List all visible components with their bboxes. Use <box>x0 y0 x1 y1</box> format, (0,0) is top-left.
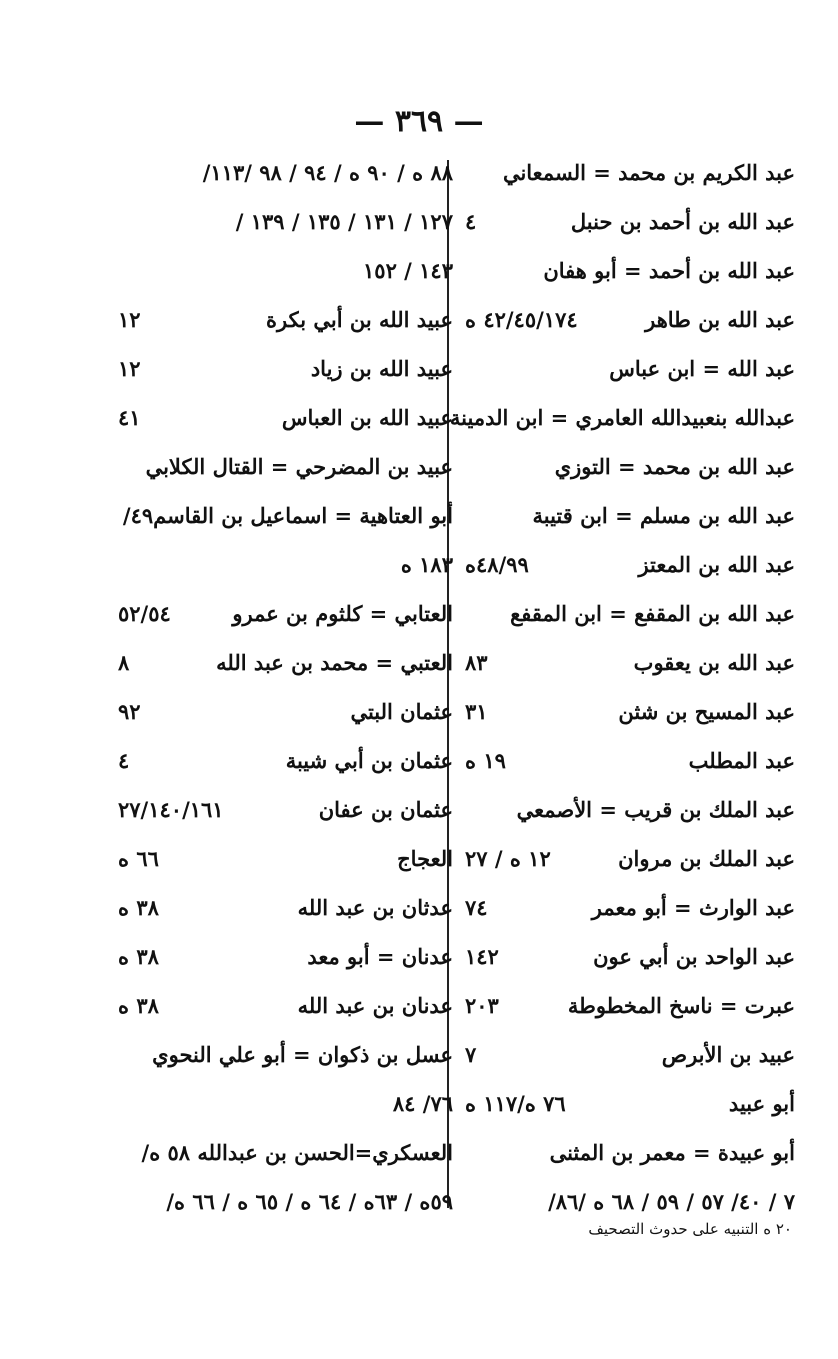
index-entry <box>118 197 453 246</box>
entry-name: عبد المسيح بن شثن <box>618 699 795 724</box>
index-entry <box>465 1128 795 1177</box>
entry-name: ٧ / ٤٠/ ٥٧ / ٥٩ / ٦٨ ه /٨٦/ <box>548 1189 795 1214</box>
entry-name: عبيد الله بن أبي بكرة <box>266 307 453 332</box>
entry-name: ١٨٣ ه <box>400 552 453 577</box>
entry-name: أبو عبيدة = معمر بن المثنى <box>549 1140 795 1165</box>
entry-refs: ٣٨ ه <box>118 944 159 969</box>
entry-name: عبيد الله بن زياد <box>310 356 453 381</box>
entry-refs: ٥٢/٥٤ <box>118 601 171 626</box>
entry-name: عثمان البتي <box>350 699 453 724</box>
entry-name: عبد الله بن مسلم = ابن قتيبة <box>532 503 795 528</box>
entry-name: عبد الله = ابن عباس <box>609 356 795 381</box>
entry-name: عثمان بن أبي شيبة <box>285 748 453 773</box>
entry-name: عبد الوارث = أبو معمر <box>591 895 795 920</box>
index-entry <box>465 736 795 785</box>
index-entry <box>118 246 453 295</box>
entry-name: العتابي = كلثوم بن عمرو <box>232 601 453 626</box>
entry-refs: ٢٧/١٤٠/١٦١ <box>118 797 224 822</box>
entry-refs: ٨ <box>118 650 130 675</box>
entry-refs: ٤ <box>465 209 477 234</box>
footnote: ٢٠ ه التنبيه على حدوث التصحيف <box>588 1220 792 1238</box>
entry-name: عسل بن ذكوان = أبو علي النحوي <box>152 1042 453 1067</box>
index-entry <box>465 491 795 540</box>
entry-refs: ٧٦ ه/١١٧ ه <box>465 1091 566 1116</box>
entry-name: عبد الكريم بن محمد = السمعاني <box>502 160 795 185</box>
entry-name: عبيد الله بن العباس <box>281 405 453 430</box>
index-entry <box>465 834 795 883</box>
entry-refs: ٧٤ <box>465 895 488 920</box>
entry-refs: ٣٨ ه <box>118 895 159 920</box>
entry-name: عبد الواحد بن أبي عون <box>593 944 795 969</box>
entry-name: عبد الملك بن مروان <box>618 846 795 871</box>
index-entry <box>118 883 453 932</box>
entry-refs: ٦٦ ه <box>118 846 159 871</box>
entry-name: العتبي = محمد بن عبد الله <box>216 650 453 675</box>
index-entry <box>118 589 453 638</box>
entry-name: عبد الله بن محمد = التوزي <box>554 454 795 479</box>
index-entry <box>465 589 795 638</box>
entry-name: ٧٦/ ٨٤ <box>392 1091 453 1116</box>
page-number: — ٣٦٩ — <box>354 104 484 139</box>
index-entry <box>118 295 453 344</box>
entry-name: عبد الله بن المعتز <box>638 552 795 577</box>
entry-name: ١٢٧ / ١٣١ / ١٣٥ / ١٣٩ / <box>235 209 453 234</box>
index-entry <box>118 638 453 687</box>
index-entry <box>465 981 795 1030</box>
entry-name: عبيد بن المضرحي = القتال الكلابي <box>145 454 453 479</box>
index-entry <box>465 638 795 687</box>
entry-refs: ٤١ <box>118 405 141 430</box>
entry-name: ١٤٣ / ١٥٢ <box>363 258 453 283</box>
entry-refs: ١٤٢ <box>465 944 499 969</box>
entry-refs: ٤٨/٩٩ه <box>465 552 529 577</box>
entry-refs: ٩٢ <box>118 699 141 724</box>
index-entry <box>465 1030 795 1079</box>
index-entry <box>118 1177 453 1226</box>
entry-refs: ٨٣ <box>465 650 488 675</box>
entry-name: عدنان = أبو معد <box>307 944 453 969</box>
entry-refs: ١٩ ه <box>465 748 506 773</box>
entry-name: أبو العتاهية = اسماعيل بن القاسم٤٩/ <box>122 503 453 528</box>
entry-name: العسكري=الحسن بن عبدالله ٥٨ ه/ <box>141 1140 453 1165</box>
index-entry <box>465 442 795 491</box>
index-entry <box>118 1128 453 1177</box>
index-entry <box>465 785 795 834</box>
entry-name: عبد الله بن أحمد بن حنبل <box>570 209 795 234</box>
entry-refs: ٤٢/٤٥/١٧٤ ه <box>465 307 578 332</box>
index-entry <box>465 246 795 295</box>
entry-refs: ٢٠٣ <box>465 993 499 1018</box>
index-column-left <box>118 148 453 1226</box>
index-entry <box>465 344 795 393</box>
entry-name: عدثان بن عبد الله <box>297 895 453 920</box>
entry-refs: ١٢ ه / ٢٧ <box>465 846 551 871</box>
entry-refs: ٧ <box>465 1042 477 1067</box>
entry-name: عبد الله بن طاهر <box>645 307 795 332</box>
index-entry <box>465 883 795 932</box>
index-entry <box>118 148 453 197</box>
index-entry <box>465 295 795 344</box>
index-entry <box>449 393 795 442</box>
entry-name: عثمان بن عفان <box>318 797 453 822</box>
index-entry <box>465 197 795 246</box>
index-entry <box>118 540 453 589</box>
index-column-right <box>449 148 795 1226</box>
index-entry <box>465 1177 795 1226</box>
index-entry <box>118 736 453 785</box>
entry-refs: ٣٨ ه <box>118 993 159 1018</box>
index-entry <box>118 1079 453 1128</box>
entry-refs: ١٢ <box>118 307 141 332</box>
entry-name: عبيد بن الأبرص <box>661 1042 795 1067</box>
index-entry <box>118 344 453 393</box>
index-entry <box>118 785 453 834</box>
entry-name: ٨٨ ه / ٩٠ ه / ٩٤ / ٩٨ /١١٣/ <box>202 160 453 185</box>
entry-name: عبد الله بن يعقوب <box>633 650 795 675</box>
entry-name: عبد الملك بن قريب = الأصمعي <box>516 797 795 822</box>
index-entry <box>465 1079 795 1128</box>
index-entry <box>118 932 453 981</box>
entry-name: عبد المطلب <box>688 748 795 773</box>
index-entry <box>118 1030 453 1079</box>
entry-name: عبد الله بن المقفع = ابن المقفع <box>510 601 795 626</box>
entry-name: أبو عبيد <box>728 1091 795 1116</box>
entry-name: عبرت = ناسخ المخطوطة <box>567 993 795 1018</box>
index-entry <box>465 148 795 197</box>
entry-name: عبدالله بنعبيدالله العامري = ابن الدمينة <box>449 405 795 430</box>
index-entry <box>465 687 795 736</box>
entry-name: عدنان بن عبد الله <box>297 993 453 1018</box>
index-entry <box>118 393 453 442</box>
index-entry <box>118 981 453 1030</box>
index-entry <box>465 932 795 981</box>
index-entry <box>118 687 453 736</box>
index-entry <box>118 442 453 491</box>
entry-refs: ٣١ <box>465 699 488 724</box>
entry-name: ٥٩ه / ٦٣ه / ٦٤ ه / ٦٥ ه / ٦٦ ه/ <box>166 1189 453 1214</box>
entry-refs: ٤ <box>118 748 130 773</box>
index-entry <box>118 491 453 540</box>
index-entry <box>118 834 453 883</box>
entry-refs: ١٢ <box>118 356 141 381</box>
index-entry <box>465 540 795 589</box>
entry-name: عبد الله بن أحمد = أبو هفان <box>543 258 795 283</box>
entry-name: العجاج <box>397 846 453 871</box>
